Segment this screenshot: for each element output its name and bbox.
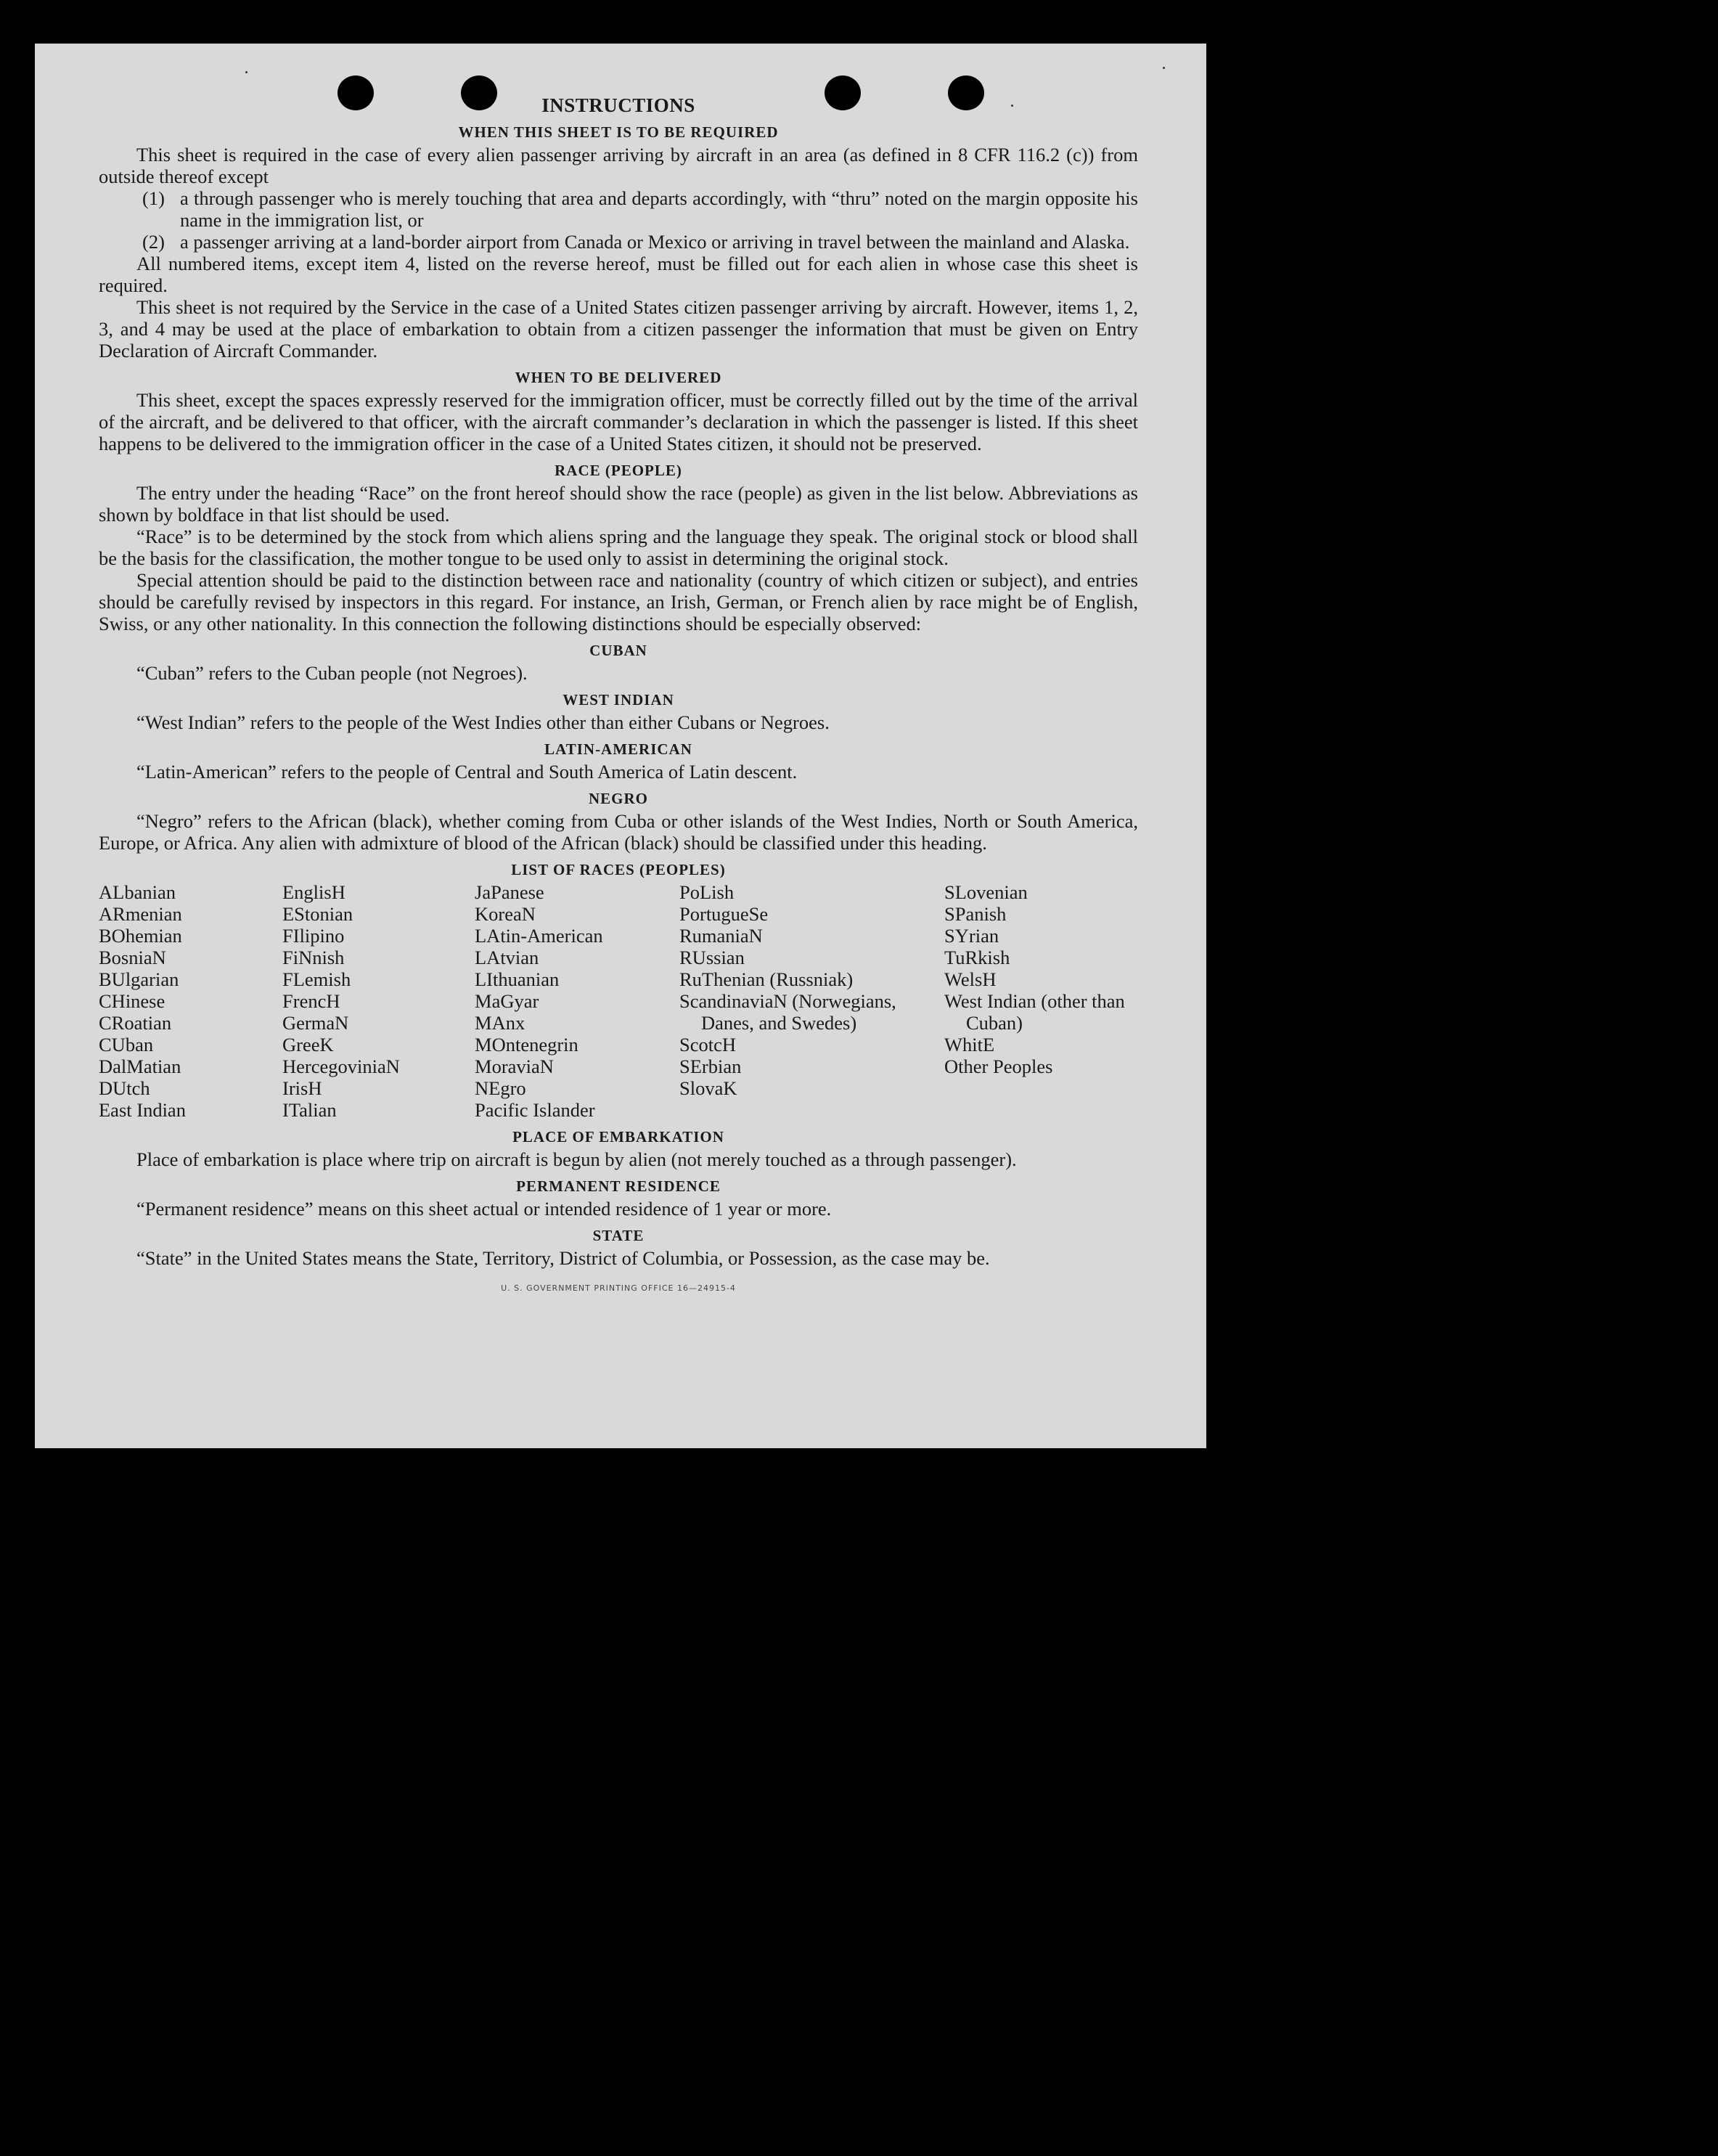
- race-entry: EStonian: [282, 903, 353, 925]
- paragraph: “West Indian” refers to the people of the West Indies other than either Cubans or Negroes.: [136, 711, 830, 733]
- race-entry: CUban: [99, 1034, 154, 1055]
- paragraph: “Cuban” refers to the Cuban people (not Negroes).: [136, 662, 528, 684]
- race-entry: CRoatian: [99, 1012, 172, 1034]
- race-entry: PoLish: [679, 881, 735, 903]
- race-entry: MoraviaN: [475, 1055, 554, 1077]
- races-column: [944, 881, 1138, 1121]
- race-entry: FrencH: [282, 990, 340, 1012]
- paragraph: The entry under the heading “Race” on the front hereof should show the race (people) as given in the list below. Abbreviations as shown by boldface in that list should be used.: [99, 482, 1138, 526]
- race-entry: SLovenian: [944, 881, 1028, 903]
- race-entry: MaGyar: [475, 990, 539, 1012]
- race-entry: East Indian: [99, 1099, 186, 1121]
- race-entry: KoreaN: [475, 903, 536, 925]
- race-entry: LIthuanian: [475, 968, 560, 990]
- paragraph: “Negro” refers to the African (black), whether coming from Cuba or other islands of the West Indies, North or South America, Europe, or Africa. Any alien with admixture of blood of the African (black) should be classified under this heading.: [99, 810, 1138, 854]
- race-entry: ITalian: [282, 1099, 337, 1121]
- paragraph: “Latin-American” refers to the people of Central and South America of Latin descent.: [136, 761, 798, 783]
- race-entry: WelsH: [944, 968, 997, 990]
- race-entry: ALbanian: [99, 881, 176, 903]
- item-number: (2): [142, 231, 165, 253]
- race-entry: Pacific Islander: [475, 1099, 595, 1121]
- section-heading: WHEN TO BE DELIVERED: [515, 369, 722, 386]
- section-heading: PLACE OF EMBARKATION: [512, 1128, 724, 1146]
- races-column: [475, 881, 679, 1121]
- race-entry: Other Peoples: [944, 1055, 1053, 1077]
- paragraph: All numbered items, except item 4, listed on the reverse hereof, must be filled out for each alien in whose case this sheet is required.: [99, 253, 1138, 296]
- list-item: [99, 187, 1138, 231]
- paragraph: Special attention should be paid to the distinction between race and nationality (country of which citizen or subject), and entries should be carefully revised by inspectors in this regard. For instance, an Irish, German, or French alien by race might be of English, Swiss, or any other nationality. In this connection the following distinctions should be especially observed:: [99, 569, 1138, 634]
- section-heading: CUBAN: [589, 642, 647, 659]
- race-entry: DalMatian: [99, 1055, 181, 1077]
- race-entry: RumaniaN: [679, 925, 763, 947]
- section-heading: LATIN-AMERICAN: [544, 740, 692, 758]
- item-text: a passenger arriving at a land-border airport from Canada or Mexico or arriving in travel between the mainland and Alaska.: [180, 231, 1130, 253]
- paragraph: This sheet is not required by the Service in the case of a United States citizen passenger arriving by aircraft. However, items 1, 2, 3, and 4 may be used at the place of embarkation to obtain from a citizen passenger the information that must be given on Entry Declaration of Aircraft Commander.: [99, 296, 1138, 362]
- race-entry: EnglisH: [282, 881, 345, 903]
- race-entry: JaPanese: [475, 881, 544, 903]
- item-number: (1): [142, 187, 165, 209]
- item-text: a through passenger who is merely touching that area and departs accordingly, with “thru” noted on the margin opposite his name in the immigration list, or: [180, 187, 1138, 231]
- race-entry: HercegoviniaN: [282, 1055, 400, 1077]
- section-heading: WHEN THIS SHEET IS TO BE REQUIRED: [458, 123, 779, 141]
- race-entry: LAtvian: [475, 947, 539, 968]
- race-entry: BosniaN: [99, 947, 166, 968]
- list-item: [99, 231, 1138, 253]
- race-entry: WhitE: [944, 1034, 995, 1055]
- race-entry: FiNnish: [282, 947, 345, 968]
- section-heading: RACE (PEOPLE): [555, 462, 682, 479]
- race-entry: BUlgarian: [99, 968, 179, 990]
- races-list: [99, 881, 1138, 1121]
- race-entry: RUssian: [679, 947, 745, 968]
- race-entry: NEgro: [475, 1077, 526, 1099]
- paragraph: Place of embarkation is place where trip on aircraft is begun by alien (not merely touched as a through passenger).: [136, 1148, 1017, 1170]
- race-entry: ScotcH: [679, 1034, 737, 1055]
- race-entry: SlovaK: [679, 1077, 737, 1099]
- race-entry: SPanish: [944, 903, 1007, 925]
- document-sheet: [35, 44, 1206, 1448]
- speck: [1163, 67, 1165, 69]
- race-entry: CHinese: [99, 990, 165, 1012]
- paragraph: “State” in the United States means the State, Territory, District of Columbia, or Possession, as the case may be.: [136, 1247, 990, 1269]
- race-entry: West Indian (other than Cuban): [944, 990, 1125, 1034]
- race-entry: RuThenian (Russniak): [679, 968, 854, 990]
- race-entry: ScandinaviaN (Norwegians, Danes, and Swedes): [679, 990, 896, 1034]
- section-heading: WEST INDIAN: [563, 691, 674, 709]
- printer-imprint: U. S. GOVERNMENT PRINTING OFFICE 16—24915-4: [501, 1283, 736, 1293]
- race-entry: TuRkish: [944, 947, 1010, 968]
- races-column: [679, 881, 944, 1121]
- race-entry: BOhemian: [99, 925, 182, 947]
- speck: [245, 71, 248, 73]
- races-column: [282, 881, 475, 1121]
- race-entry: PortugueSe: [679, 903, 769, 925]
- race-entry: IrisH: [282, 1077, 322, 1099]
- race-entry: GermaN: [282, 1012, 349, 1034]
- race-entry: DUtch: [99, 1077, 150, 1099]
- race-entry: FLemish: [282, 968, 351, 990]
- section-heading: LIST OF RACES (PEOPLES): [511, 861, 726, 878]
- instructions-content: [99, 94, 1138, 1299]
- race-entry: LAtin-American: [475, 925, 603, 947]
- section-heading: NEGRO: [588, 790, 648, 807]
- paragraph: “Permanent residence” means on this sheet actual or intended residence of 1 year or more.: [136, 1198, 832, 1220]
- paragraph: This sheet, except the spaces expressly reserved for the immigration officer, must be correctly filled out by the time of the arrival of the aircraft, and be delivered to that officer, with the aircraft commander’s declaration in which the passenger is listed. If this sheet happens to be delivered to the immigration officer in the case of a United States citizen, it should not be preserved.: [99, 389, 1138, 454]
- race-entry: ARmenian: [99, 903, 182, 925]
- race-entry: MAnx: [475, 1012, 525, 1034]
- paragraph: This sheet is required in the case of every alien passenger arriving by aircraft in an area (as defined in 8 CFR 116.2 (c)) from outside thereof except: [99, 144, 1138, 187]
- race-entry: MOntenegrin: [475, 1034, 578, 1055]
- race-entry: FIlipino: [282, 925, 345, 947]
- race-entry: GreeK: [282, 1034, 334, 1055]
- section-heading: STATE: [592, 1227, 645, 1244]
- race-entry: SYrian: [944, 925, 999, 947]
- races-column: [99, 881, 282, 1121]
- page-title: INSTRUCTIONS: [541, 94, 695, 116]
- section-heading: PERMANENT RESIDENCE: [516, 1177, 721, 1195]
- paragraph: “Race” is to be determined by the stock from which aliens spring and the language they speak. The original stock or blood shall be the basis for the classification, the mother tongue to be used only to assist in determining the original stock.: [99, 526, 1138, 569]
- race-entry: SErbian: [679, 1055, 742, 1077]
